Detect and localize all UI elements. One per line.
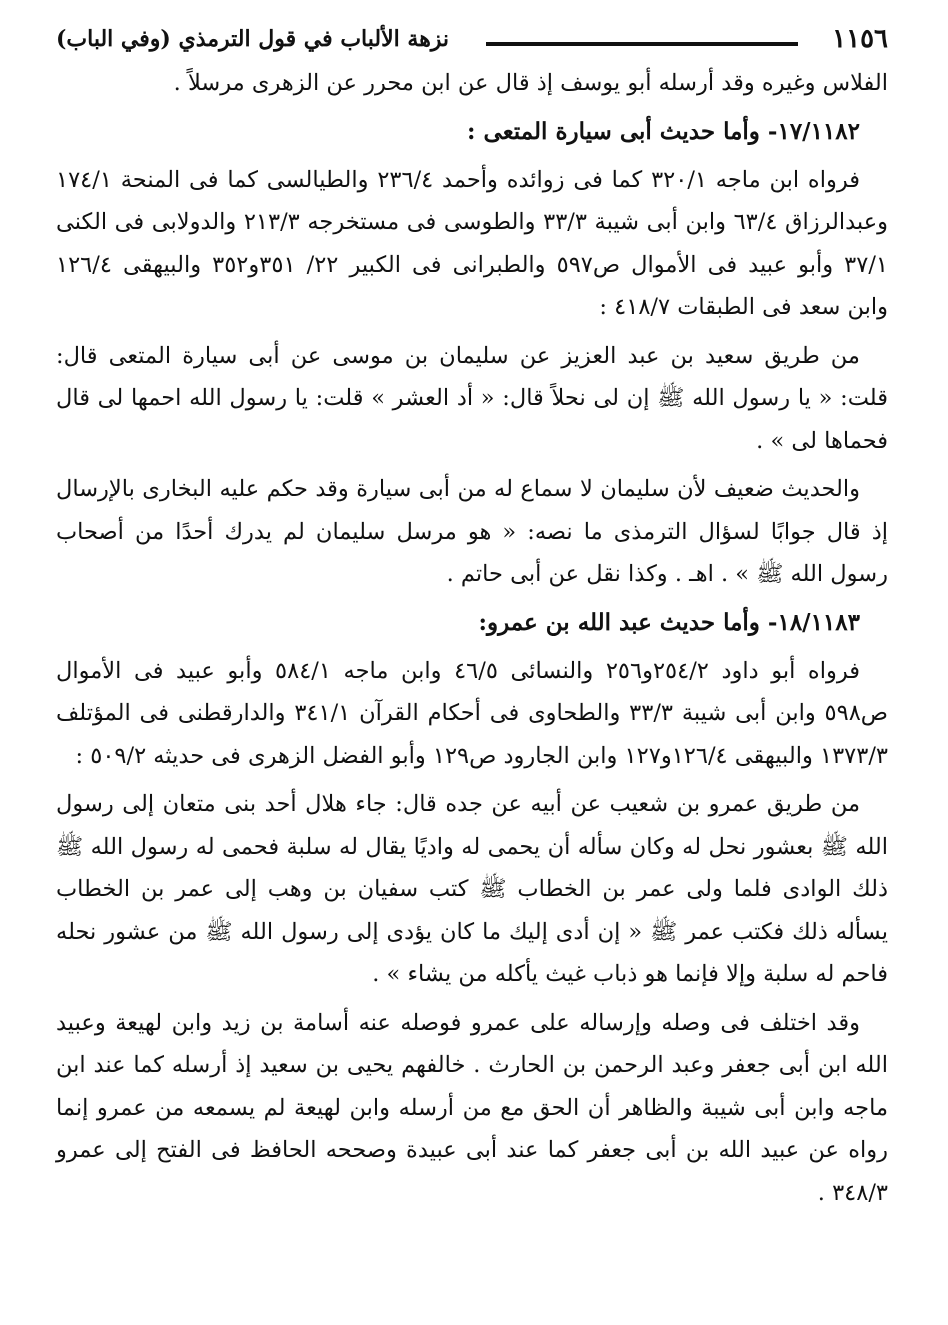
running-title: نزهة الألباب في قول الترمذي (وفي الباب) [56,26,450,52]
header-rule [486,42,798,46]
paragraph-isnad-1183: من طريق عمرو بن شعيب عن أبيه عن جده قال: جاء هلال أحد بنى متعان إلى رسول الله ﷺ بعشور نحل له وكان سأله أن يحمى له واديًا يقال له سلبة فحمى له رسول الله ﷺ ذلك الوادى فلما ولى عمر بن الخطاب ﷺ كتب سفيان بن وهب إلى عمر بن الخطاب يسأله ذلك فكتب عمر ﷺ « إن أدى إليك ما كان يؤدى إلى رسول الله ﷺ من عشور نحله فاحم له سلبة وإلا فإنما هو ذباب غيث يأكله من يشاء » . [56,791,889,987]
hadith-heading-1183: ١٨/١١٨٣- وأما حديث عبد الله بن عمرو: [478,608,860,636]
page-number: ١١٥٦ [832,24,888,54]
paragraph-takhrij-1183: فرواه أبو داود ٢٥٤/٢و٢٥٦ والنسائى ٤٦/٥ وابن ماجه ٥٨٤/١ وأبو عبيد فى الأموال ص٥٩٨ وابن أبى شيبة ٣٣/٣ والطحاوى فى أحكام القرآن ٣٤١/١ والدارقطنى فى المؤتلف ١٣٧٣/٣ والبيهقى ١٢٦/٤و١٢٧ وابن الجارود ص١٢٩ وأبو الفضل الزهرى فى حديثه ٥٠٩/٢ : [56,657,888,769]
paragraph-takhrij-1182: فرواه ابن ماجه ٣٢٠/١ كما فى زوائده وأحمد ٢٣٦/٤ والطيالسى كما فى المنحة ١٧٤/١ وعبدالرزاق ٦٣/٤ وابن أبى شيبة ٣٣/٣ والطوسى فى مستخرجه ٢١٣/٣ والدولابى فى الكنى ٣٧/١ وأبو عبيد فى الأموال ص٥٩٧ والطبرانى فى الكبير ٢٢/ ٣٥١و٣٥٢ والبيهقى ١٢٦/٤ وابن سعد فى الطبقات ٤١٨/٧ : [56,166,888,320]
paragraph-isnad-1182: من طريق سعيد بن عبد العزيز عن سليمان بن موسى عن أبى سيارة المتعى قال: قلت: « يا رسول الله ﷺ إن لى نحلاً قال: « أد العشر » قلت: يا رسول الله احمها لى قال فحماها لى » . [56,342,888,454]
page-header [56,18,888,62]
paragraph-ruling-1182: والحديث ضعيف لأن سليمان لا سماع له من أبى سيارة وقد حكم عليه البخارى بالإرسال إذ قال جوابًا لسؤال الترمذى ما نصه: « هو مرسل سليمان لم يدرك أحدًا من أصحاب رسول الله ﷺ » . اهـ . وكذا نقل عن أبى حاتم . [56,476,888,587]
hadith-heading-1182: ١٧/١١٨٢- وأما حديث أبى سيارة المتعى : [467,117,860,145]
paragraph-disagreement-1183: وقد اختلف فى وصله وإرساله على عمرو فوصله عنه أسامة بن زيد وابن لهيعة وعبيد الله ابن أبى جعفر وعبد الرحمن بن الحارث . خالفهم يحيى بن سعيد إذ أرسله كما عند ابن ماجه وابن أبى شيبة والظاهر أن الحق مع من أرسله وابن لهيعة لم يسمعه من عمرو إنما رواه عن عبيد الله بن أبى جعفر كما عند أبى عبيدة وصححه الحافظ فى الفتح إلى عمرو ٣٤٨/٣ . [56,1009,888,1206]
paragraph-intro: الفلاس وغيره وقد أرسله أبو يوسف إذ قال عن ابن محرر عن الزهرى مرسلاً . [173,70,888,96]
